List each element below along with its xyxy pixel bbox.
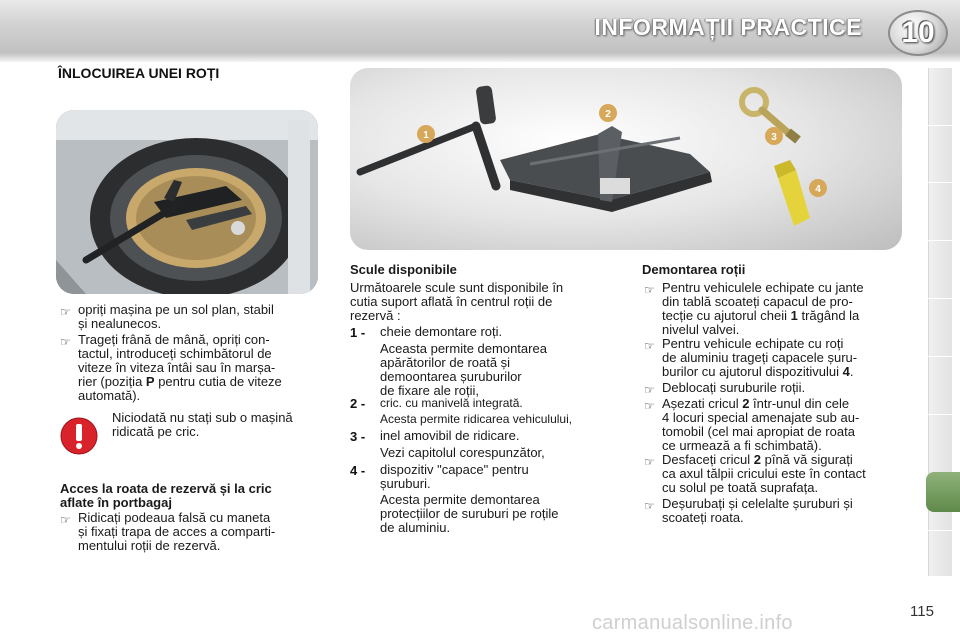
bullet-icon: ☞ <box>644 283 655 297</box>
removal-b2-line-3: burilor cu ajutorul dispozitivului 4. <box>662 364 854 379</box>
callout-2 <box>599 104 617 122</box>
tool-4-line-5: de aluminiu. <box>380 520 451 535</box>
removal-b2-line-1: Pentru vehicule echipate cu roți <box>662 336 844 351</box>
svg-text:4: 4 <box>815 184 821 195</box>
tool-1-line-4: demoontarea șuruburilor <box>380 369 522 384</box>
tab-divider <box>928 125 952 126</box>
jack-image <box>500 126 712 212</box>
bullet-icon: ☞ <box>644 399 655 413</box>
bullet-park-line-1: opriți mașina pe un sol plan, stabil <box>78 302 274 317</box>
removal-b4-line-1: Așezati cricul 2 într-unul din cele <box>662 396 850 411</box>
removal-b6-line-1: Deșurubați și celelalte șuruburi și <box>662 496 853 511</box>
chapter-tab-active[interactable] <box>926 472 960 512</box>
warning-text-line-2: ridicată pe cric. <box>112 424 200 439</box>
tool-4-line-2: șuruburi. <box>380 476 431 491</box>
tool-4-number: 4 - <box>350 463 366 478</box>
header-band-shadow <box>0 52 960 62</box>
removal-b4-line-3: tomobil (cel mai apropiat de roata <box>662 424 855 439</box>
removal-b6-line-2: scoateți roata. <box>662 510 744 525</box>
tab-divider <box>928 182 952 183</box>
tab-divider <box>928 530 952 531</box>
watermark: carmanualsonline.info <box>592 612 793 634</box>
bolt-cap-tool-image <box>774 160 810 226</box>
removal-b1-line-2: din tablă scoateți capacul de pro- <box>662 294 853 309</box>
removal-b5-line-1: Desfaceți cricul 2 pînă vă sigurați <box>662 452 853 467</box>
removal-b1-line-3: tecție cu ajutorul cheii 1 trăgând la <box>662 308 860 323</box>
warning-icon <box>60 417 98 455</box>
bullet-brake-line-4: rier (poziția P pentru cutia de viteze <box>78 374 282 389</box>
removal-b1-line-1: Pentru vehiculele echipate cu jante <box>662 280 864 295</box>
tool-1-line-1: cheie demontare roți. <box>380 324 503 339</box>
chapter-number-badge: 10 <box>888 10 948 56</box>
callout-4 <box>809 179 827 197</box>
tools-heading: Scule disponibile <box>350 262 457 277</box>
svg-text:2: 2 <box>605 109 611 120</box>
bullet-icon: ☞ <box>644 455 655 469</box>
removal-heading: Demontarea roții <box>642 262 746 277</box>
spare-wheel-photo <box>56 110 318 294</box>
tool-2-number: 2 - <box>350 396 366 411</box>
tab-divider <box>928 240 952 241</box>
callout-1 <box>417 125 435 143</box>
bullet-icon: ☞ <box>60 335 71 349</box>
tool-1-line-2: Aceasta permite demontarea <box>380 341 547 356</box>
bullet-icon: ☞ <box>644 499 655 513</box>
bullet-brake-line-1: Trageți frână de mână, opriți con- <box>78 332 270 347</box>
access-title-line-2: aflate în portbagaj <box>60 495 172 510</box>
access-line-1: Ridicați podeaua falsă cu maneta <box>78 510 271 525</box>
access-title-line-1: Acces la roata de rezervă și la cric <box>60 481 272 496</box>
bullet-brake-line-3: viteze în viteza întâi sau în marșa- <box>78 360 276 375</box>
tool-2-line-2: Acesta permite ridicarea vehiculului, <box>380 412 573 426</box>
warning-text-line-1: Niciodată nu stați sub o mașină <box>112 410 293 425</box>
tools-photo <box>350 68 902 250</box>
tool-3-number: 3 - <box>350 429 366 444</box>
tool-4-line-3: Acesta permite demontarea <box>380 492 540 507</box>
removal-b4-line-4: ce urmează a fi schimbată). <box>662 438 822 453</box>
bullet-icon: ☞ <box>60 305 71 319</box>
removal-b1-line-4: nivelul valvei. <box>662 322 740 337</box>
bullet-park-line-2: și nealunecos. <box>78 316 162 331</box>
svg-text:1: 1 <box>423 130 429 141</box>
page-number: 115 <box>910 603 934 620</box>
tool-2-line-1: cric. cu manivelă integrată. <box>380 396 523 410</box>
tab-divider <box>928 298 952 299</box>
tools-intro-line-1: Următoarele scule sunt disponibile în <box>350 280 564 295</box>
tool-3-line-2: Vezi capitolul corespunzător, <box>380 445 545 460</box>
tool-1-number: 1 - <box>350 325 366 340</box>
removal-b5-line-3: cu solul pe toată suprafața. <box>662 480 819 495</box>
section-title: ÎNLOCUIREA UNEI ROȚI <box>58 65 220 81</box>
tool-1-line-3: apărătorilor de roată și <box>380 355 511 370</box>
tools-intro-line-2: cutia suport aflată în centrul roții de <box>350 294 553 309</box>
bullet-brake-line-5: automată). <box>78 388 141 403</box>
svg-text:3: 3 <box>771 132 777 143</box>
access-line-3: mentului roții de rezervă. <box>78 538 221 553</box>
tool-4-line-1: dispozitiv "capace" pentru <box>380 462 529 477</box>
bullet-icon: ☞ <box>644 383 655 397</box>
removal-b5-line-2: ca axul tălpii cricului este în contact <box>662 466 866 481</box>
tool-1-line-5: de fixare ale roții, <box>380 383 479 398</box>
removal-b3-line-1: Deblocați suruburile roții. <box>662 380 806 395</box>
removal-b4-line-2: 4 locuri special amenajate sub au- <box>662 410 860 425</box>
removal-b2-line-2: de aluminiu trageți capacele șuru- <box>662 350 858 365</box>
bullet-brake-line-2: tactul, introduceți schimbătorul de <box>78 346 272 361</box>
tab-divider <box>928 414 952 415</box>
access-line-2: și fixați trapa de acces a comparti- <box>78 524 276 539</box>
page-header-title: INFORMAȚII PRACTICE <box>594 14 862 40</box>
bullet-icon: ☞ <box>644 339 655 353</box>
tool-4-line-4: protecțiilor de suruburi pe roțile <box>380 506 559 521</box>
tool-3-line-1: inel amovibil de ridicare. <box>380 428 520 443</box>
tools-intro-line-3: rezervă : <box>350 308 401 323</box>
callout-3 <box>765 127 783 145</box>
bullet-icon: ☞ <box>60 513 71 527</box>
tab-divider <box>928 356 952 357</box>
